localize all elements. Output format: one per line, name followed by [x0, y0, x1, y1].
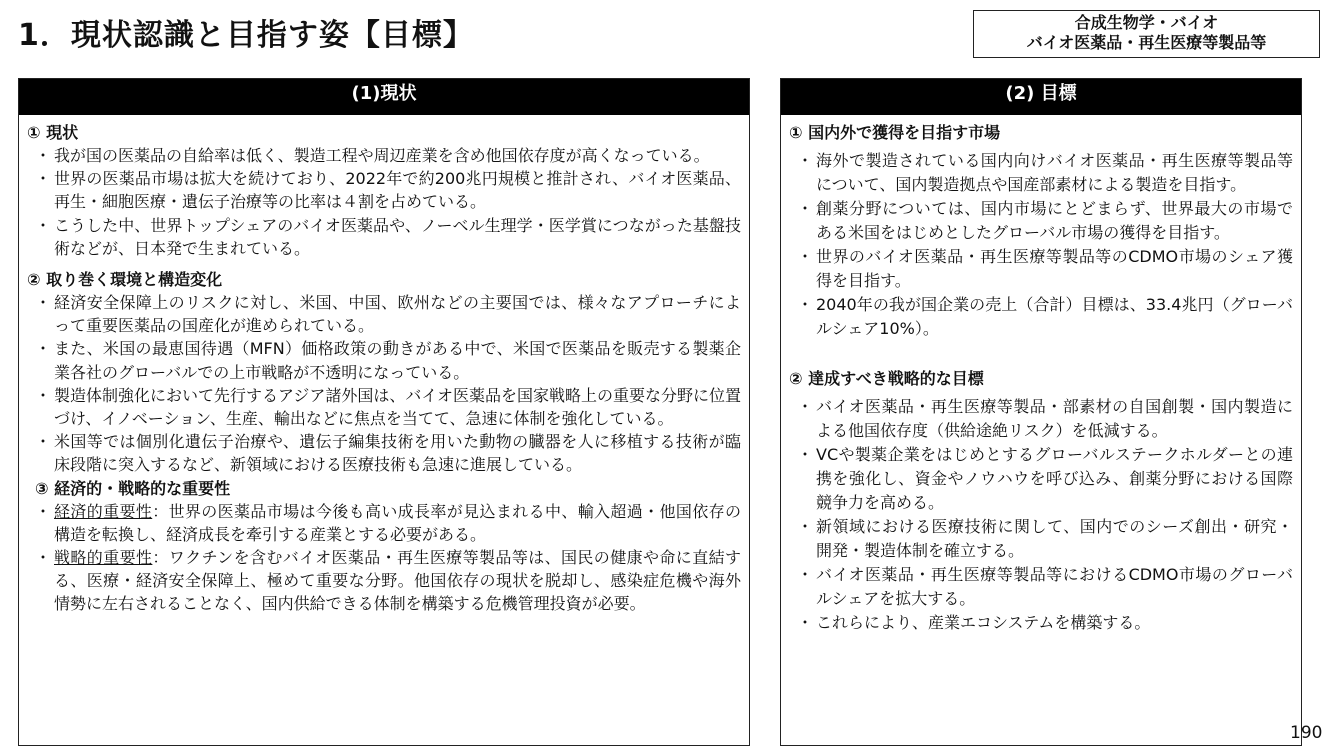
list-item: ・ 米国等では個別化遺伝子治療や、遺伝子編集技術を用いた動物の臓器を人に移植する技術が臨床段階に突入するなど、新領域における医療技術も急速に進展している。: [39, 430, 741, 476]
list-item: ・ VCや製薬企業をはじめとするグローバルステークホルダーとの連携を強化し、資金やノウハウを呼び込み、創薬分野における国際競争力を高める。: [801, 443, 1293, 515]
list-item: ・ バイオ医薬品・再生医療等製品・部素材の自国創製・国内製造による他国依存度（供給途絶リスク）を低減する。: [801, 395, 1293, 443]
list-item: ・ 製造体制強化において先行するアジア諸外国は、バイオ医薬品を国家戦略上の重要な分野に位置づけ、イノベーション、生産、輸出などに焦点を当てて、急速に体制を強化している。: [39, 384, 741, 430]
list-item: ・ バイオ医薬品・再生医療等製品等におけるCDMO市場のグローバルシェアを拡大する。: [801, 563, 1293, 611]
bullet-list: [789, 149, 1293, 341]
current-status-panel: [18, 78, 750, 746]
list-item: ・ 我が国の医薬品の自給率は低く、製造工程や周辺産業を含め他国依存度が高くなっている。: [39, 144, 741, 167]
goals-header: (2) 目標: [781, 79, 1301, 115]
goals-body: [781, 115, 1301, 635]
list-item: ・ 2040年の我が国企業の売上（合計）目標は、33.4兆円（グローバルシェア10%）。: [801, 293, 1293, 341]
current-status-header: (1)現状: [19, 79, 749, 115]
bullet-list: [27, 291, 741, 477]
item-lead: 経済的重要性: [54, 501, 153, 521]
list-item: ・ 創薬分野については、国内市場にとどまらず、世界最大の市場である米国をはじめとしたグローバル市場の獲得を目指す。: [801, 197, 1293, 245]
list-item: ・ 世界のバイオ医薬品・再生医療等製品等のCDMO市場のシェア獲得を目指す。: [801, 245, 1293, 293]
category-tag-line1: 合成生物学・バイオ: [1074, 13, 1219, 32]
goals-panel: [780, 78, 1302, 746]
list-item: ・ これらにより、産業エコシステムを構築する。: [801, 611, 1293, 635]
list-item: ・ 海外で製造されている国内向けバイオ医薬品・再生医療等製品等について、国内製造拠点や国産部素材による製造を目指す。: [801, 149, 1293, 197]
item-text: ：ワクチンを含むバイオ医薬品・再生医療等製品等は、国民の健康や命に直結する、医療・経済安全保障上、極めて重要な分野。他国依存の現状を脱却し、感染症危機や海外情勢に左右されることなく、国内供給できる体制を構築する危機管理投資が必要。: [54, 548, 741, 614]
list-item: ・ 世界の医薬品市場は拡大を続けており、2022年で約200兆円規模と推計され、バイオ医薬品、再生・細胞医療・遺伝子治療等の比率は４割を占めている。: [39, 167, 741, 213]
category-tag-line2: バイオ医薬品・再生医療等製品等: [1026, 33, 1267, 52]
section-heading: ③ 経済的・戦略的な重要性: [35, 478, 231, 498]
page-number: 190: [1290, 723, 1323, 743]
item-lead: 戦略的重要性: [54, 548, 153, 568]
list-item: ・ 経済安全保障上のリスクに対し、米国、中国、欧州などの主要国では、様々なアプローチによって重要医薬品の国産化が進められている。: [39, 291, 741, 337]
current-status-body: [19, 115, 749, 616]
item-text: ：世界の医薬品市場は今後も高い成長率が見込まれる中、輸入超過・他国依存の構造を転換し、経済成長を牽引する産業とする必要がある。: [54, 501, 741, 544]
list-item: ・ こうした中、世界トップシェアのバイオ医薬品や、ノーベル生理学・医学賞につながった基盤技術などが、日本発で生まれている。: [39, 214, 741, 260]
list-item: ・ また、米国の最恵国待遇（MFN）価格政策の動きがある中で、米国で医薬品を販売する製薬企業各社のグローバルでの上市戦略が不透明になっている。: [39, 337, 741, 383]
section-heading: ② 取り巻く環境と構造変化: [27, 270, 223, 290]
bullet-list: [27, 500, 741, 616]
bullet-list: [27, 144, 741, 260]
category-tag: [973, 10, 1320, 58]
bullet-list: [789, 395, 1293, 635]
page-title: 1．現状認識と目指す姿【目標】: [18, 18, 474, 53]
list-item: [39, 546, 741, 616]
section-heading: ① 現状: [27, 123, 79, 142]
list-item: ・ 新領域における医療技術に関して、国内でのシーズ創出・研究・開発・製造体制を確立する。: [801, 515, 1293, 563]
section-heading: ② 達成すべき戦略的な目標: [789, 369, 984, 388]
section-heading: ① 国内外で獲得を目指す市場: [789, 123, 1001, 142]
list-item: [39, 500, 741, 546]
